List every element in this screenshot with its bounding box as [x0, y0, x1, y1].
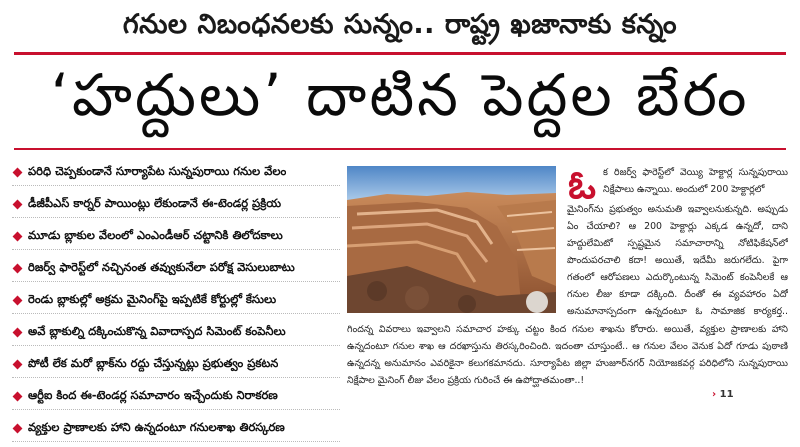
highlight-text: మూడు బ్లాకుల వేలంలో ఎంఎండీఆర్ చట్టానికి తిలోదకాలు: [28, 227, 283, 242]
highlight-item: [12, 191, 340, 218]
highlight-text: వ్యక్తుల ప్రాణాలకు హాని ఉన్నదంటూ గనులశాఖ తిరస్కరణ: [28, 419, 285, 434]
jump-page-number: 11: [719, 389, 734, 400]
kicker-strap: [0, 0, 800, 56]
bullet-icon: [13, 327, 23, 337]
highlight-item: [12, 255, 340, 282]
headline-rule: [14, 148, 786, 150]
continued-on-page: [712, 389, 734, 400]
bullet-icon: [13, 295, 23, 305]
kicker-text: గనుల నిబంధనలకు సున్నం.. రాష్ట్ర ఖజానాకు కన్నం: [122, 9, 678, 40]
highlight-item: [12, 287, 340, 314]
bullet-icon: [13, 231, 23, 241]
highlight-text: రిజర్వ్ ఫారెస్ట్‌లో నచ్చినంత తవ్వుకునేలా పరోక్ష వెసులుబాటు: [28, 259, 295, 274]
bullet-icon: [13, 423, 23, 433]
article-continuation: గిందన్న వివరాలు ఇవ్వాలని సమాచార హక్కు చట్టం కింద గనుల శాఖను కోరారు. అయితే, వ్యక్తుల ప్రాణాలకు హాని ఉన్నదంటూ గనుల శాఖ ఆ దరఖాస్తును తిరస్కరించింది. ఇదంతా చూస్తుంటే.. ఆ గనుల వేలం వెనుక ఏదో గూడు పుఠాణి ఉన్నదన్న అనుమానం ఎవరికైనా కలుగకమానదు. సూర్యాపేట జిల్లా హుజూర్‌నగర్ నియోజకవర్గ పరిధిలోని సున్నపురాయి నిక్షేపాల మైనింగ్ లీజు వేలం ప్రక్రియ గురించే ఈ ఉపోద్ఘాతమంతా..!: [347, 324, 788, 386]
highlight-item: [12, 159, 340, 186]
highlight-item: [12, 415, 340, 442]
quarry-photo: [347, 166, 556, 313]
highlight-item: [12, 319, 340, 346]
bullet-icon: [13, 263, 23, 273]
highlight-text: రెండు బ్లాకుల్లో అక్రమ మైనింగ్‌పై ఇప్పటికే కోర్టుల్లో కేసులు: [28, 291, 277, 306]
highlights-list: [12, 159, 340, 447]
bullet-icon: [13, 199, 23, 209]
highlight-item: [12, 383, 340, 410]
article-intro: క రిజర్వ్ ఫారెస్ట్‌లో వెయ్యి హెక్టార్ల సున్నపురాయి నిక్షేపాలు ఉన్నాయి. అందులో 200 హెక్టార్లలో: [603, 167, 788, 195]
highlight-text: ఆర్టీఐ కింద ఈ-టెండర్ల సమాచారం ఇచ్చేందుకు నిరాకరణ: [28, 387, 278, 402]
highlight-text: అవే బ్లాకుల్ని దక్కించుకొన్న వివాదాస్పద సిమెంట్ కంపెనీలు: [28, 323, 286, 338]
highlight-text: డీజీపీఎస్ కార్నర్ పాయింట్లు లేకుండానే ఈ-టెండర్ల ప్రక్రియ: [28, 195, 282, 210]
highlight-text: పోటీ లేక మరో బ్లాక్‌ను రద్దు చేస్తున్నట్లు ప్రభుత్వం ప్రకటన: [28, 355, 279, 370]
headline-text: ‘హద్దులు’ దాటిన పెద్దల బేరం: [50, 60, 750, 129]
drop-cap: ఓ: [568, 163, 596, 207]
highlight-item: [12, 351, 340, 378]
bullet-icon: [13, 167, 23, 177]
kicker-rule: [14, 52, 786, 55]
article-column: మైనింగ్‌ను ప్రభుత్వం అనుమతి ఇవ్వాలనుకున్నది. అప్పుడు ఏం చేయాలి? ఆ 200 హెక్టార్లు ఎక్కడ ఉన్నదో, దాని హద్దులేమిటో స్పష్టమైన సమాచారాన్ని నోటిఫికేషన్‌లో పొందుపరచాలి కదా! అయితే, ఇదేమీ జరుగలేదు. పైగా గతంలో ఆరోపణలు ఎదుర్కొంటున్న సిమెంట్ కంపెనీలకే ఆ గనుల లీజు కూడా దక్కింది. దీంతో ఈ వ్యవహారం ఏదో అనుమానాస్పదంగా ఉన్నదంటూ ఓ సామాజిక కార్యకర్త..: [567, 204, 788, 317]
highlight-item: [12, 223, 340, 250]
headline: [0, 60, 800, 144]
bullet-icon: [13, 391, 23, 401]
bullet-icon: [13, 359, 23, 369]
highlight-text: పరిధి చెప్పకుండానే సూర్యాపేట సున్నపురాయి గనుల వేలం: [28, 163, 287, 178]
jump-arrow-icon: ›: [712, 389, 717, 400]
